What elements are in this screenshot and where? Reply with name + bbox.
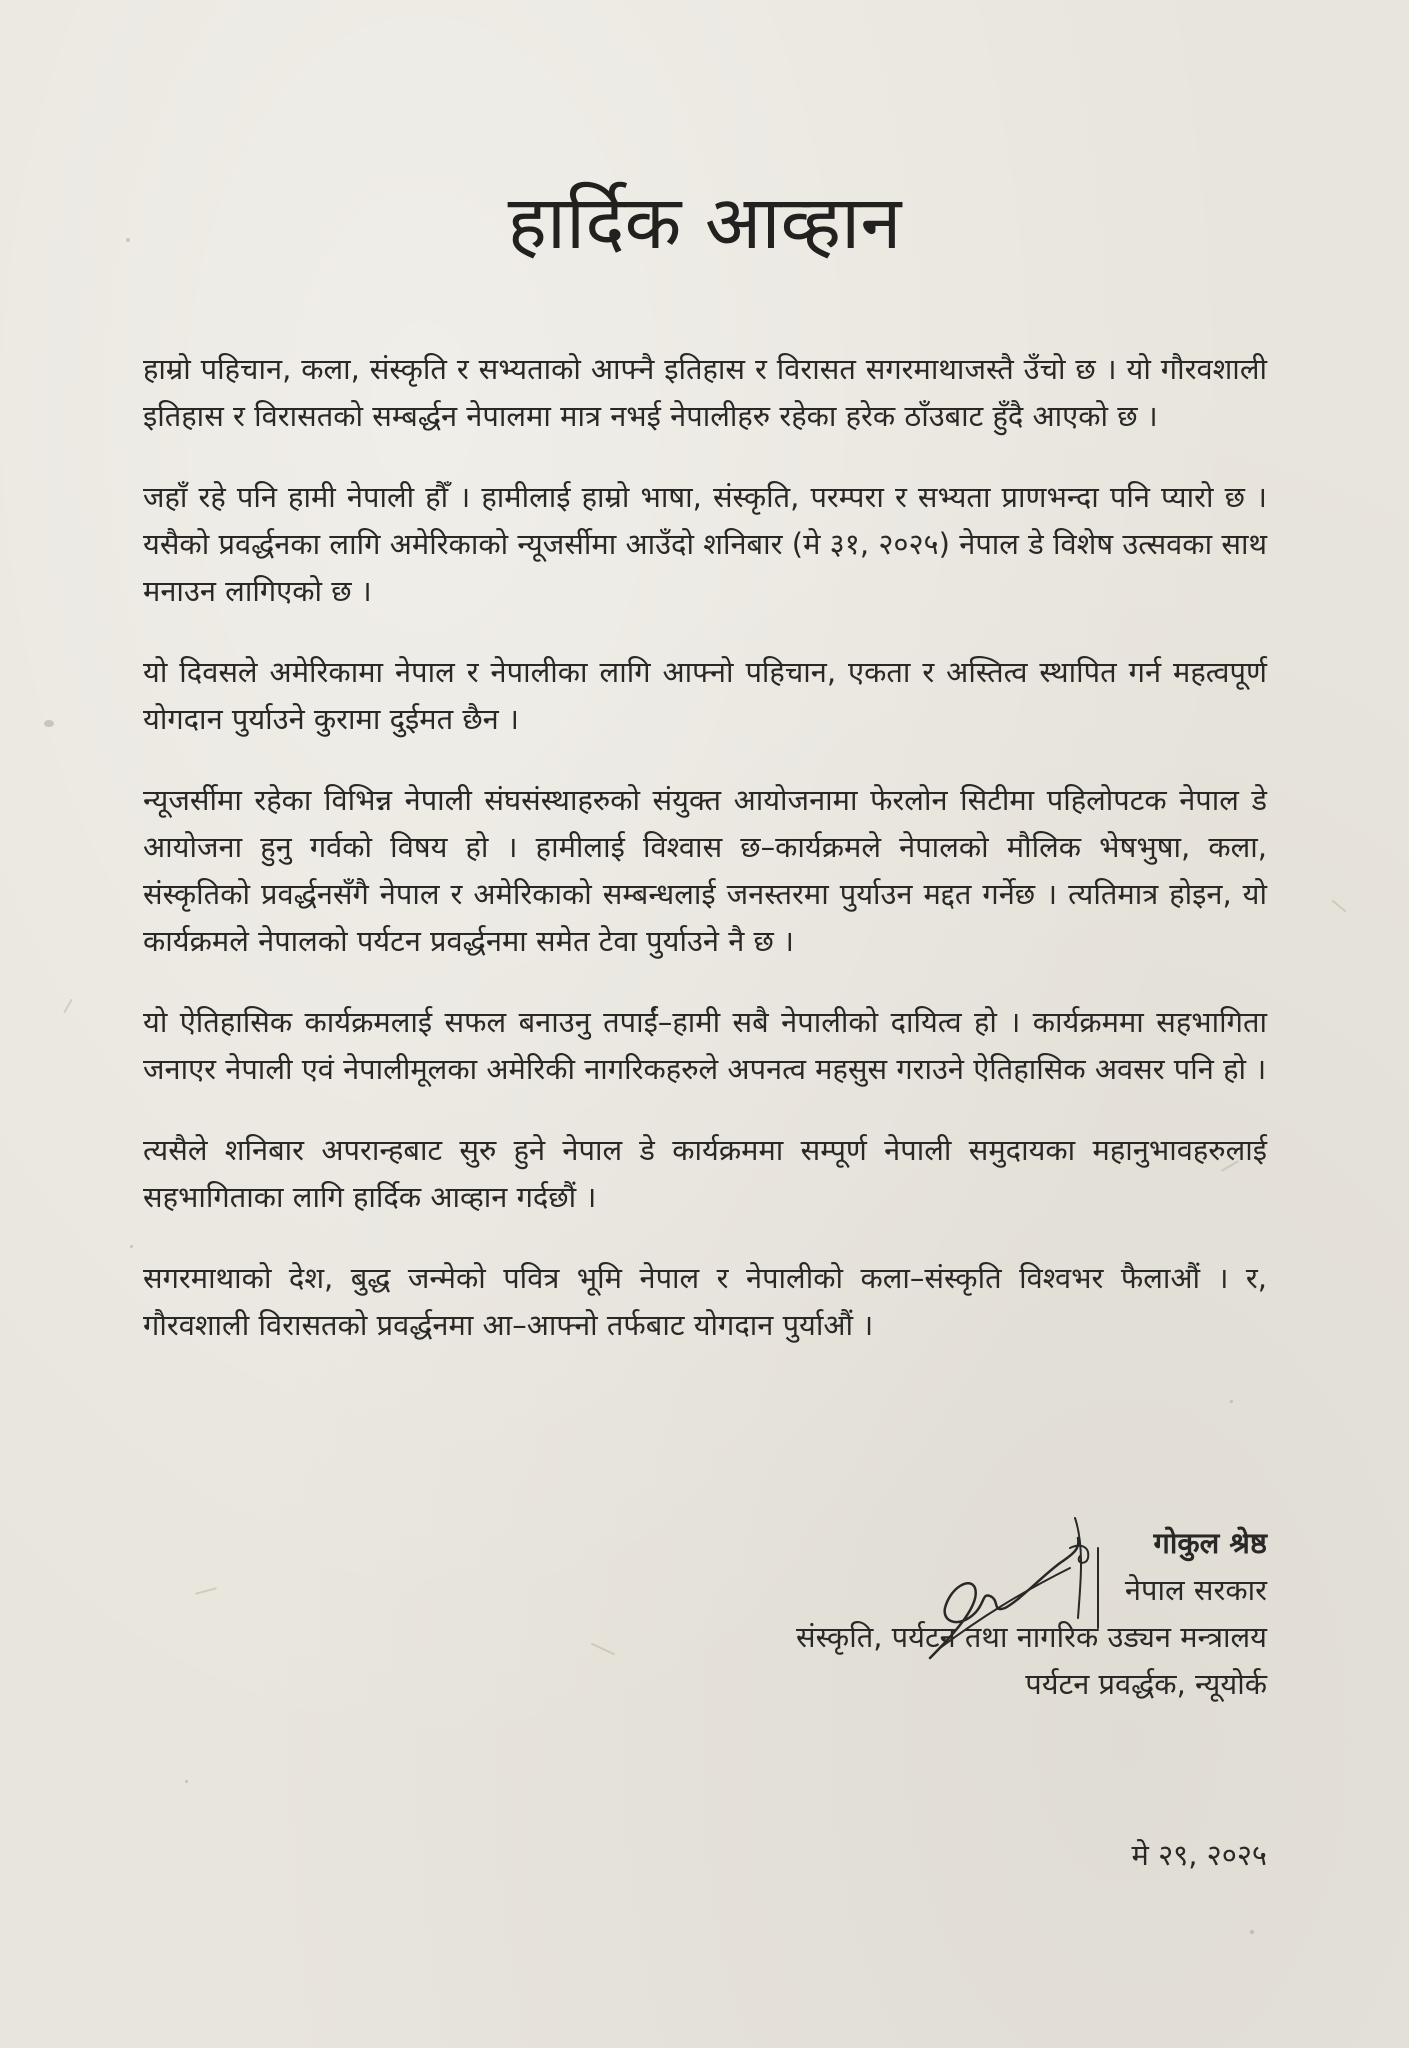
paper-speck bbox=[130, 1245, 133, 1248]
signatory-name: गोकुल श्रेष्ठ bbox=[1153, 1526, 1267, 1560]
paragraph-1: हाम्रो पहिचान, कला, संस्कृति र सभ्यताको आफ्नै इतिहास र विरासत सगरमाथाजस्तै उँचो छ । यो गौरवशाली इतिहास र विरासतको सम्बर्द्धन नेपालमा मात्र नभई नेपालीहरु रहेका हरेक ठाँउबाट हुँदै आएको छ । bbox=[143, 352, 1267, 433]
letter-body bbox=[143, 346, 1267, 1383]
paper-fiber bbox=[63, 999, 73, 1014]
letter-date: मे २९, २०२५ bbox=[1131, 1838, 1267, 1872]
paper-fiber bbox=[195, 1587, 217, 1595]
signature-block bbox=[367, 1520, 1267, 1708]
paragraph-6: त्यसैले शनिबार अपरान्हबाट सुरु हुने नेपाल डे कार्यक्रममा सम्पूर्ण नेपाली समुदायका महानुभावहरुलाई सहभागिताका लागि हार्दिक आव्हान गर्दछौं । bbox=[143, 1133, 1267, 1214]
signatory-ministry: संस्कृति, पर्यटन तथा नागरिक उड्यन मन्त्रालय bbox=[796, 1620, 1267, 1654]
paper-speck bbox=[44, 720, 54, 727]
paragraph-7: सगरमाथाको देश, बुद्ध जन्मेको पवित्र भूमि नेपाल र नेपालीको कला–संस्कृति विश्वभर फैलाऔं । र, गौरवशाली विरासतको प्रवर्द्धनमा आ–आफ्नो तर्फबाट योगदान पुर्याऔं । bbox=[143, 1261, 1267, 1342]
signatory-organization: नेपाल सरकार bbox=[1124, 1573, 1267, 1607]
paragraph-3: यो दिवसले अमेरिकामा नेपाल र नेपालीका लागि आफ्नो पहिचान, एकता र अस्तित्व स्थापित गर्न महत्वपूर्ण योगदान पुर्याउने कुरामा दुईमत छैन । bbox=[143, 655, 1267, 736]
paper-speck bbox=[1230, 1400, 1233, 1403]
signatory-position: पर्यटन प्रवर्द्धक, न्यूयोर्क bbox=[1025, 1667, 1267, 1701]
paragraph-2: जहाँ रहे पनि हामी नेपाली हौँ । हामीलाई हाम्रो भाषा, संस्कृति, परम्परा र सभ्यता प्राणभन्दा पनि प्यारो छ । यसैको प्रवर्द्धनका लागि अमेरिकाको न्यूजर्सीमा आउँदो शनिबार (मे ३१, २०२५) नेपाल डे विशेष उत्सवका साथ मनाउन लागिएको छ । bbox=[143, 480, 1267, 608]
letter-title: हार्दिक आव्हान bbox=[507, 180, 902, 266]
paper-speck bbox=[185, 1780, 188, 1783]
paper-speck bbox=[1250, 1930, 1254, 1934]
paragraph-5: यो ऐतिहासिक कार्यक्रमलाई सफल बनाउनु तपाईं–हामी सबै नेपालीको दायित्व हो । कार्यक्रममा सहभागिता जनाएर नेपाली एवं नेपालीमूलका अमेरिकी नागरिकहरुले अपनत्व महसुस गराउने ऐतिहासिक अवसर पनि हो । bbox=[143, 1005, 1267, 1086]
paper-fiber bbox=[1331, 899, 1346, 912]
paragraph-4: न्यूजर्सीमा रहेका विभिन्न नेपाली संघसंस्थाहरुको संयुक्त आयोजनामा फेरलोन सिटीमा पहिलोपटक नेपाल डे आयोजना हुनु गर्वको विषय हो । हामीलाई विश्वास छ–कार्यक्रमले नेपालको मौलिक भेषभुषा, कला, संस्कृतिको प्रवर्द्धनसँगै नेपाल र अमेरिकाको सम्बन्धलाई जनस्तरमा पुर्याउन मद्दत गर्नेछ । त्यतिमात्र होइन, यो कार्यक्रमले नेपालको पर्यटन प्रवर्द्धनमा समेत टेवा पुर्याउने नै छ । bbox=[143, 783, 1267, 958]
